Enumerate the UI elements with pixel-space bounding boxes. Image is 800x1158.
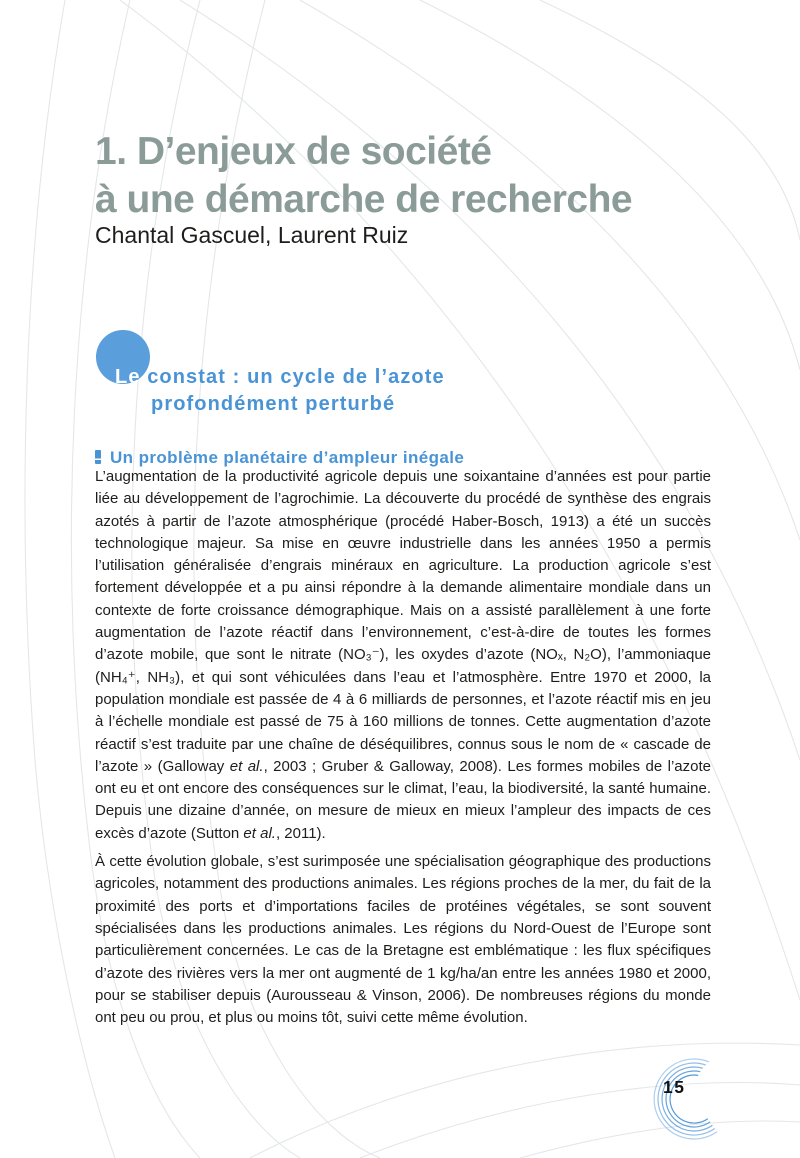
- section-heading-line-2: profondément perturbé: [151, 393, 396, 416]
- section-heading: [115, 364, 675, 419]
- page-number: 15: [663, 1077, 686, 1097]
- chapter-title-line-1: 1. D’enjeux de société: [95, 130, 492, 174]
- chapter-title: [95, 128, 755, 224]
- section-heading-line-1-rest: constat : un cycle de l’azote: [140, 365, 445, 388]
- subsection-heading: Un problème planétaire d’ampleur inégale: [110, 448, 465, 467]
- body-paragraph-1: L’augmentation de la productivité agricole depuis une soixantaine d’années est pour partie liée au développement de l’agrochimie. La découverte du procédé de synthèse des engrais azotés à partir de l’azote atmosphérique (procédé Haber-Bosch, 1913) a été un succès technologique majeur. Sa mise en œuvre industrielle dans les années 1950 a permis l’utilisation généralisée d’engrais minéraux en agriculture. La production agricole s’est fortement développée et a pu ainsi répondre à la demande alimentaire mondiale dans un contexte de forte croissance démographique. Mais on a assisté parallèlement à une forte augmentation de l’azote réactif dans l’environnement, c’est-à-dire de toutes les formes d’azote mobile, que sont le nitrate (NO₃⁻), les oxydes d’azote (NOₓ, N₂O), l’ammoniaque (NH₄⁺, NH₃), et qui sont véhiculées dans l’eau et l’atmosphère. Entre 1970 et 2000, la population mondiale est passée de 4 à 6 milliards de personnes, et l’azote réactif mis en jeu à l’échelle mondiale est passé de 75 à 160 millions de tonnes. Cette augmentation d’azote réactif s’est traduite par une chaîne de déséquilibres, connus sous le nom de « cascade de l’azote » (Galloway et al., 2003 ; Gruber & Galloway, 2008). Les formes mobiles de l’azote ont eu et ont encore des conséquences sur le climat, l’eau, la biodiversité, la santé humaine. Depuis une dizaine d’année, on mesure de mieux en mieux l’ampleur des impacts de ces excès d’azote (Sutton et al., 2011).: [95, 468, 711, 842]
- authors: Chantal Gascuel, Laurent Ruiz: [95, 222, 409, 248]
- body-paragraph-2: À cette évolution globale, s’est surimposée une spécialisation géographique des productions agricoles, notamment des productions animales. Les régions proches de la mer, du fait de la proximité des ports et d’importations faciles de protéines végétales, se sont souvent spécialisées dans les productions animales. Les régions du Nord-Ouest de l’Europe sont particulièrement concernées. Le cas de la Bretagne est emblématique : les flux spécifiques d’azote des rivières vers la mer ont augmenté de 1 kg/ha/an entre les années 1980 et 2000, pour se stabiliser depuis (Aurousseau & Vinson, 2006). De nombreuses régions du monde ont peu ou prou, et plus ou moins tôt, suivi cette même évolution.: [95, 853, 711, 1027]
- chapter-title-line-2: à une démarche de recherche: [95, 178, 633, 222]
- body-column: [95, 466, 711, 1035]
- section-heading-word-le: Le: [115, 365, 141, 388]
- subsection-bar-icon: [95, 450, 101, 464]
- subsection-heading-row: [95, 447, 711, 468]
- section-heading-line-1: [115, 364, 675, 392]
